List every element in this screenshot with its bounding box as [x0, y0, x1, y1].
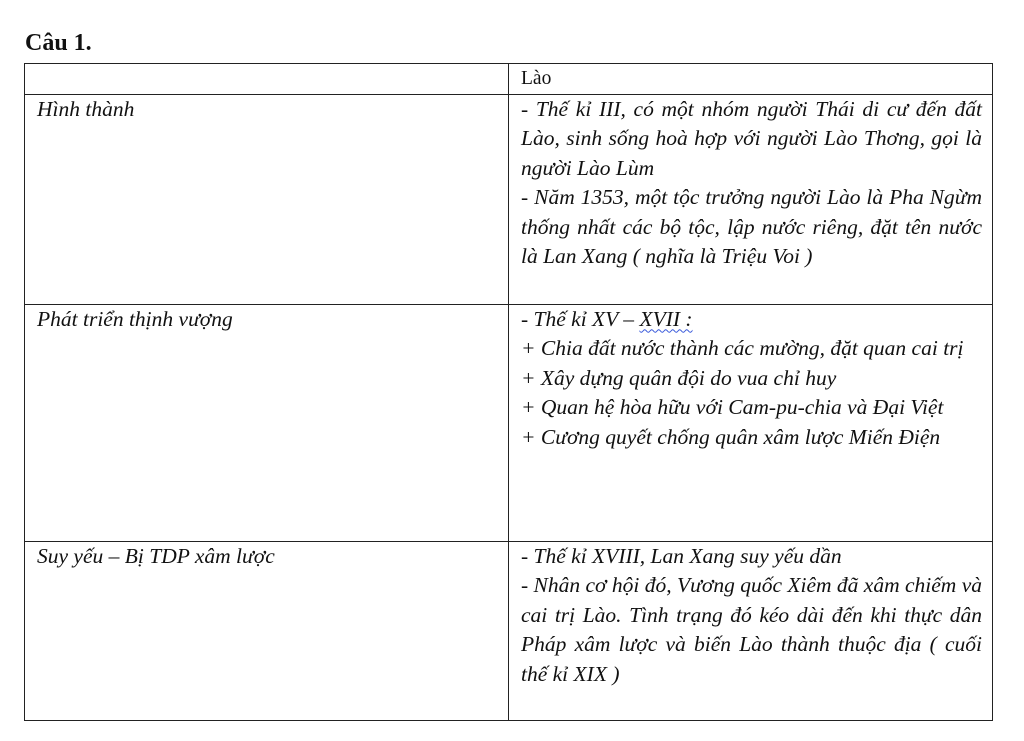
laos-history-table — [24, 63, 993, 721]
content-line: + Quan hệ hòa hữu với Cam-pu-chia và Đại Việt — [521, 395, 944, 419]
content-line — [521, 305, 982, 335]
question-heading: Câu 1. — [25, 30, 92, 56]
row-content-decline — [509, 541, 993, 720]
row-label-formation: Hình thành — [25, 94, 509, 304]
table-row — [25, 304, 993, 541]
content-line: - Năm 1353, một tộc trưởng người Lào là Pha Ngừm thống nhất các bộ tộc, lập nước riêng, đặt tên nước là Lan Xang ( nghĩa là Triệu Voi ) — [521, 185, 982, 268]
spellcheck-marked-text: XVII : — [639, 306, 693, 331]
row-content-prosperity — [509, 304, 993, 541]
header-cell-empty — [25, 64, 509, 95]
row-label-prosperity: Phát triển thịnh vượng — [25, 304, 509, 541]
table-header-row — [25, 64, 993, 95]
row-label-decline: Suy yếu – Bị TDP xâm lược — [25, 541, 509, 720]
content-line: + Xây dựng quân đội do vua chỉ huy — [521, 365, 837, 390]
header-cell-laos: Lào — [509, 64, 993, 95]
row-content-formation — [509, 94, 993, 304]
content-line: - Thế kỉ XVIII, Lan Xang suy yếu dần — [521, 543, 842, 568]
content-line: - Nhân cơ hội đó, Vương quốc Xiêm đã xâm chiếm và cai trị Lào. Tình trạng đó kéo dài đến khi thực dân Pháp xâm lược và biến Lào thành thuộc địa ( cuối thế kỉ XIX ) — [521, 573, 982, 686]
content-line-prefix: - Thế kỉ XV – — [521, 306, 640, 331]
table-row — [25, 541, 993, 720]
table-row — [25, 94, 993, 304]
content-line: - Thế kỉ III, có một nhóm người Thái di cư đến đất Lào, sinh sống hoà hợp với người Lào Thơng, gọi là người Lào Lùm — [521, 96, 982, 180]
content-line: + Cương quyết chống quân xâm lược Miến Điện — [521, 424, 941, 449]
content-line: + Chia đất nước thành các mường, đặt quan cai trị — [521, 336, 964, 360]
